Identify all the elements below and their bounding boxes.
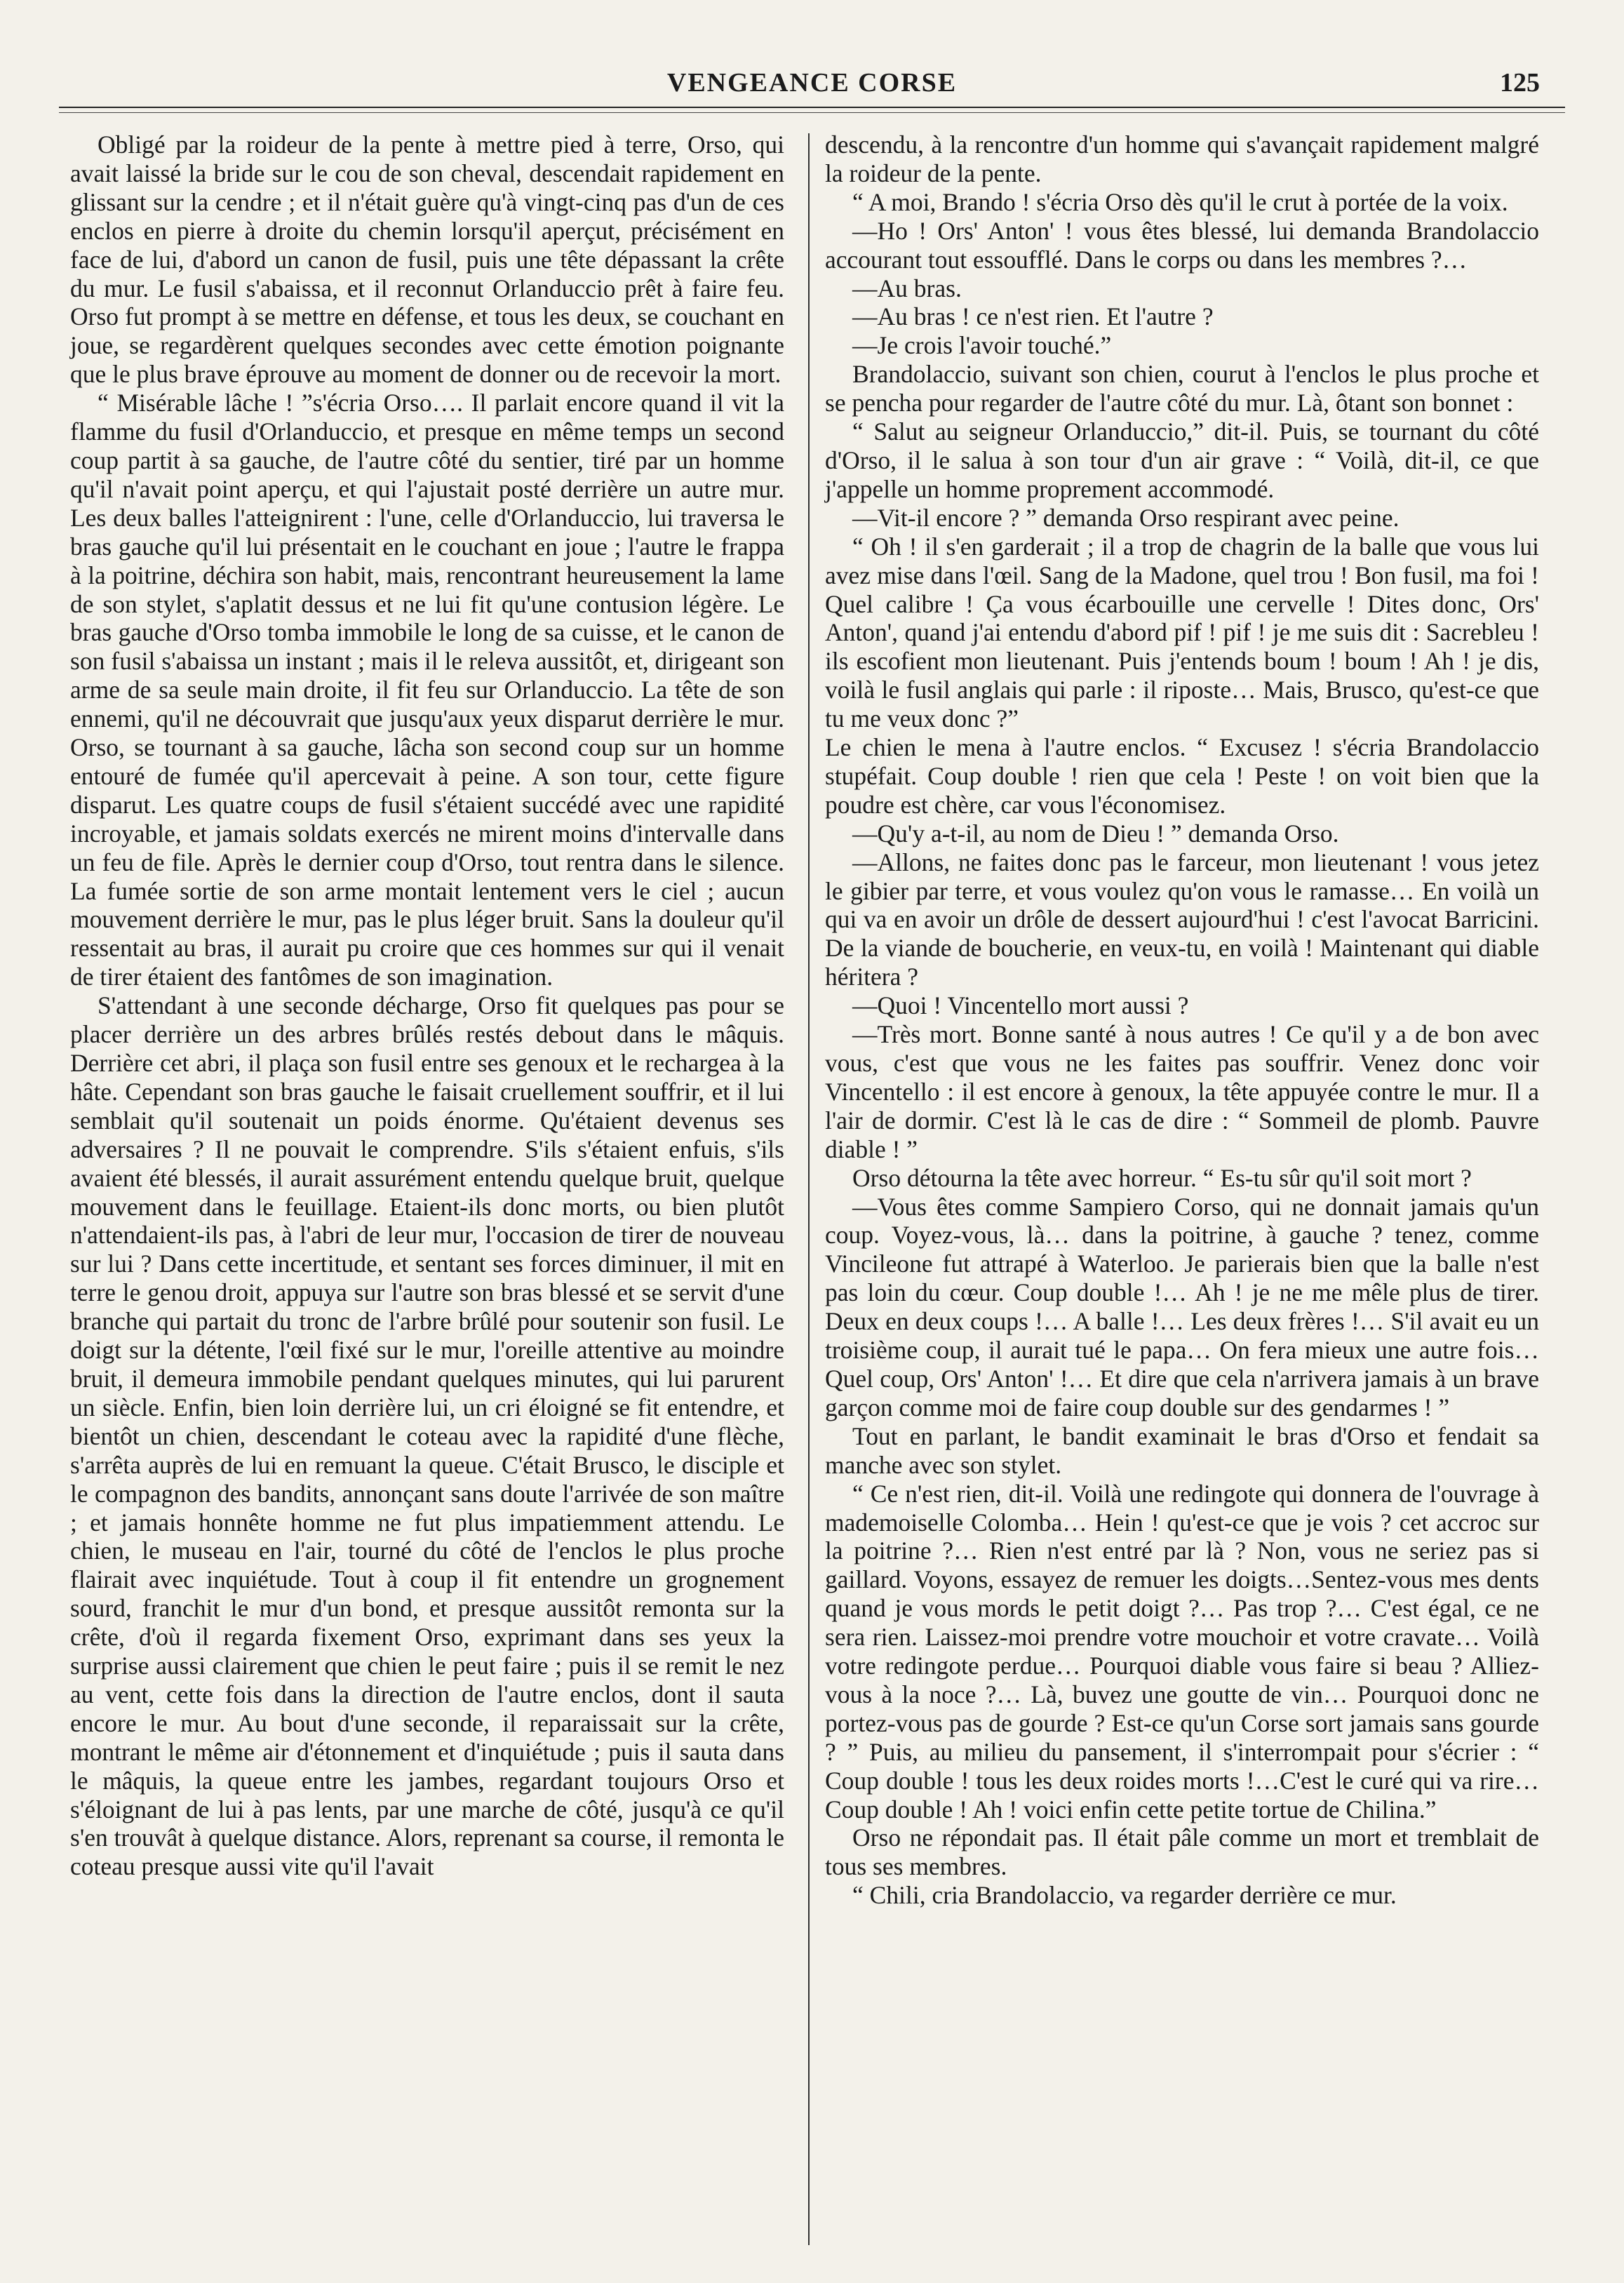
paragraph: —Je crois l'avoir touché.”	[852, 331, 1112, 360]
paragraph: —Qu'y a-t-il, au nom de Dieu ! ” demanda Orso.	[852, 819, 1339, 848]
paragraph: —Allons, ne faites donc pas le farceur, mon lieutenant ! vous jetez le gibier par terre, et vous voulez qu'on vous le ramasse… En voilà un qui va en avoir un drôle de dessert aujourd'hui ! c'est l'avocat Barricini. De la viande de boucherie, en veux-tu, en voilà ! Maintenant qui diable héritera ?	[825, 848, 1539, 991]
right-column	[825, 130, 1539, 1910]
paragraph: —Quoi ! Vincentello mort aussi ?	[852, 991, 1189, 1020]
paragraph: S'attendant à une seconde décharge, Orso fit quelques pas pour se placer derrière un des arbres brûlés restés debout dans le mâquis. Derrière cet abri, il plaça son fusil entre ses genoux et le rechargea à la hâte. Cependant son bras gauche le faisait cruellement souffrir, et il lui semblait qu'il soutenait un poids énorme. Qu'étaient devenus ses adversaires ? Il ne pouvait le comprendre. S'ils s'étaient enfuis, s'ils avaient été blessés, il aurait assurément entendu quelque bruit, quelque mouvement dans le feuillage. Etaient-ils donc morts, ou bien plutôt n'attendaient-ils pas, à l'abri de leur mur, l'occasion de tirer de nouveau sur lui ? Dans cette incertitude, et sentant ses forces diminuer, il mit en terre le genou droit, appuya sur l'autre son bras blessé et se servit d'une branche qui partait du tronc de l'arbre brûlé pour soutenir son fusil. Le doigt sur la détente, l'œil fixé sur le mur, l'oreille attentive au moindre bruit, il demeura immobile pendant quelques minutes, qui lui parurent un siècle. Enfin, bien loin derrière lui, un cri éloigné se fit entendre, et bientôt un chien, descendant le coteau avec la rapidité d'une flèche, s'arrêta auprès de lui en remuant la queue. C'était Brusco, le disciple et le compagnon des bandits, annonçant sans doute l'arrivée de son maître ; et jamais honnête homme ne fut plus impatiemment attendu. Le chien, le museau en l'air, tourné du côté de l'enclos le plus proche flairait avec inquiétude. Tout à coup il fit entendre un grognement sourd, franchit le mur d'un bond, et presque aussitôt remonta sur la crête, d'où il regarda fixement Orso, exprimant dans ses yeux la surprise aussi clairement que chien le peut faire ; puis il se remit le nez au vent, cette fois dans la direction de l'autre enclos, dont il sauta encore le mur. Au bout d'une seconde, il reparaissait sur la crête, montrant le même air d'étonnement et d'inquiétude ; puis il sauta dans le mâquis, la queue entre les jambes, regardant toujours Orso et s'éloignant de lui à pas lents, par une marche de côté, jusqu'à ce qu'il s'en trouvât à quelque distance. Alors, reprenant sa course, il remonta le coteau presque aussi vite qu'il l'avait	[70, 991, 784, 1881]
running-title: VENGEANCE CORSE	[666, 68, 958, 98]
column-divider	[808, 133, 810, 2245]
left-column	[70, 130, 784, 1881]
paragraph: —Ho ! Ors' Anton' ! vous êtes blessé, lui demanda Brandolaccio accourant tout essoufflé. Dans le corps ou dans les membres ?…	[825, 216, 1539, 274]
paragraph: Tout en parlant, le bandit examinait le bras d'Orso et fendait sa manche avec son stylet.	[825, 1421, 1539, 1479]
paragraph: —Au bras.	[852, 274, 962, 302]
paragraph: “ Misérable lâche ! ”s'écria Orso…. Il parlait encore quand il vit la flamme du fusil d'Orlanduccio, et presque en même temps un second coup partit à sa gauche, de l'autre côté du sentier, tiré par un homme qu'il n'avait point aperçu, et qui l'ajustait posté derrière un autre mur. Les deux balles l'atteignirent : l'une, celle d'Orlanduccio, lui traversa le bras gauche qu'il lui présentait en le couchant en joue ; l'autre le frappa à la poitrine, déchira son habit, mais, rencontrant heureusement la lame de son stylet, s'aplatit dessus et ne lui fit qu'une contusion légère. Le bras gauche d'Orso tomba immobile le long de sa cuisse, et le canon de son fusil s'abaissa un instant ; mais il le releva aussitôt, et, dirigeant son arme de sa seule main droite, il fit feu sur Orlanduccio. La tête de son ennemi, qu'il ne découvrait que jusqu'aux yeux disparut derrière le mur. Orso, se tournant à sa gauche, lâcha son second coup sur un homme entouré de fumée qu'il apercevait à peine. A son tour, cette figure disparut. Les quatre coups de fusil s'étaient succédé avec une rapidité incroyable, et jamais soldats exercés ne mirent moins d'intervalle dans un feu de file. Après le dernier coup d'Orso, tout rentra dans le silence. La fumée sortie de son arme montait lentement vers le ciel ; aucun mouvement derrière le mur, pas le plus léger bruit. Sans la douleur qu'il ressentait au bras, il aurait pu croire que ces hommes sur qui il venait de tirer étaient des fantômes de son imagination.	[70, 389, 784, 991]
paragraph: “ A moi, Brando ! s'écria Orso dès qu'il le crut à portée de la voix.	[852, 187, 1508, 216]
header-rule-thin	[59, 112, 1565, 113]
page-number: 125	[1500, 68, 1540, 98]
paragraph: “ Ce n'est rien, dit-il. Voilà une redingote qui donnera de l'ouvrage à mademoiselle Colomba… Hein ! qu'est-ce que je vois ? cet accroc sur la poitrine ?… Rien n'est entré par là ? Non, vous ne seriez pas si gaillard. Voyons, essayez de remuer les doigts…Sentez-vous mes dents quand je vous mords le petit doigt ?… Pas trop ?… C'est égal, ce ne sera rien. Laissez-moi prendre votre mouchoir et votre cravate… Voilà votre redingote perdue… Pourquoi diable vous faire si beau ? Alliez-vous à la noce ?… Là, buvez une goutte de vin… Pourquoi donc ne portez-vous pas de gourde ? Est-ce qu'un Corse sort jamais sans gourde ? ” Puis, au milieu du pansement, il s'interrompait pour s'écrier : “ Coup double ! tous les deux roides morts !…C'est le curé qui va rire… Coup double ! Ah ! voici enfin cette petite tortue de Chilina.”	[825, 1479, 1539, 1823]
paragraph: Obligé par la roideur de la pente à mettre pied à terre, Orso, qui avait laissé la bride sur le cou de son cheval, descendait rapidement en glissant sur la cendre ; et il n'était guère qu'à vingt-cinq pas d'un de ces enclos en pierre à droite du chemin lorsqu'il aperçut, précisément en face de lui, d'abord un canon de fusil, puis une tête dépassant la crête du mur. Le fusil s'abaissa, et il reconnut Orlanduccio prêt à faire feu. Orso fut prompt à se mettre en défense, et tous les deux, se couchant en joue, se regardèrent quelques secondes avec cette émotion poignante que le plus brave éprouve au moment de donner ou de recevoir la mort.	[70, 130, 784, 389]
paragraph: —Très mort. Bonne santé à nous autres ! Ce qu'il y a de bon avec vous, c'est que vous ne les faites pas souffrir. Venez donc voir Vincentello : il est encore à genoux, la tête appuyée contre le mur. Il a l'air de dormir. C'est là le cas de dire : “ Sommeil de plomb. Pauvre diable ! ”	[825, 1020, 1539, 1163]
header-rule	[59, 107, 1565, 108]
paragraph: —Vit-il encore ? ” demanda Orso respirant avec peine.	[852, 503, 1400, 532]
paragraph: “ Oh ! il s'en garderait ; il a trop de chagrin de la balle que vous lui avez mise dans l'œil. Sang de la Madone, quel trou ! Bon fusil, ma foi ! Quel calibre ! Ça vous écarbouille une cervelle ! Dites donc, Ors' Anton', quand j'ai entendu d'abord pif ! pif ! je me suis dit : Sacrebleu ! ils escofient mon lieutenant. Puis j'entends boum ! boum ! Ah ! je dis, voilà le fusil anglais qui parle : il riposte… Mais, Brusco, qu'est-ce que tu me veux donc ?”	[825, 532, 1539, 733]
paragraph: Orso ne répondait pas. Il était pâle comme un mort et tremblait de tous ses membres.	[825, 1823, 1539, 1881]
paragraph: Le chien le mena à l'autre enclos. “ Excusez ! s'écria Brandolaccio stupéfait. Coup double ! rien que cela ! Peste ! on voit bien que la poudre est chère, car vous l'économisez.	[825, 733, 1539, 819]
running-head	[59, 67, 1565, 102]
paragraph: “ Salut au seigneur Orlanduccio,” dit-il. Puis, se tournant du côté d'Orso, il le salua à son tour d'un air grave : “ Voilà, dit-il, ce que j'appelle un homme proprement accommodé.	[825, 417, 1539, 503]
paragraph: Brandolaccio, suivant son chien, courut à l'enclos le plus proche et se pencha pour regarder de l'autre côté du mur. Là, ôtant son bonnet :	[825, 360, 1539, 417]
paragraph: Orso détourna la tête avec horreur. “ Es-tu sûr qu'il soit mort ?	[852, 1163, 1472, 1192]
paragraph: “ Chili, cria Brandolaccio, va regarder derrière ce mur.	[852, 1881, 1397, 1910]
paragraph: —Vous êtes comme Sampiero Corso, qui ne donnait jamais qu'un coup. Voyez-vous, là… dans la poitrine, à gauche ? tenez, comme Vincileone fut attrapé à Waterloo. Je parierais bien que la balle n'est pas loin du cœur. Coup double !… Ah ! je ne me mêle plus de tirer. Deux en deux coups !… A balle !… Les deux frères !… S'il avait eu un troisième coup, il aurait tué le papa… On fera mieux une autre fois… Quel coup, Ors' Anton' !… Et dire que cela n'arrivera jamais à un brave garçon comme moi de faire coup double sur des gendarmes ! ”	[825, 1192, 1539, 1421]
paragraph: —Au bras ! ce n'est rien. Et l'autre ?	[852, 302, 1214, 331]
paragraph: descendu, à la rencontre d'un homme qui s'avançait rapidement malgré la roideur de la pente.	[825, 130, 1539, 187]
